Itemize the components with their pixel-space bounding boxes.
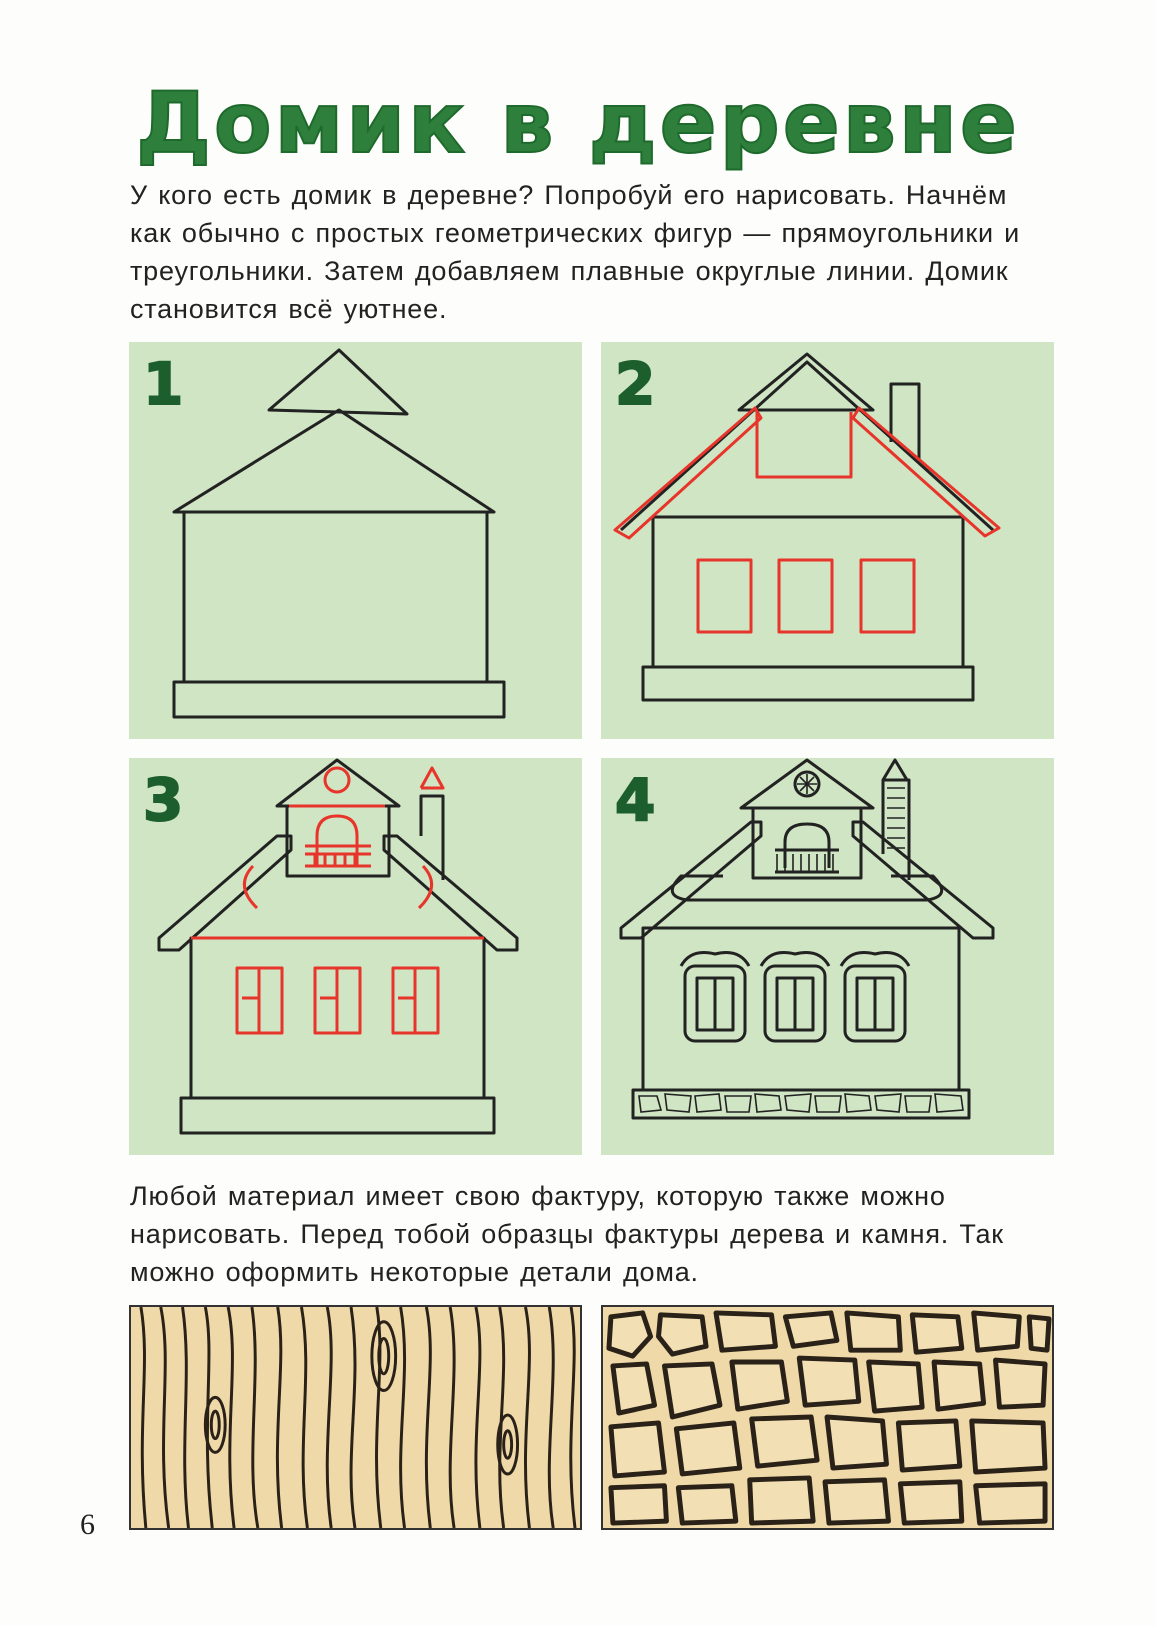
- wood-grain-illustration: [131, 1307, 580, 1528]
- page-title: Домик в деревне: [136, 74, 1020, 172]
- stone-pattern-illustration: [603, 1307, 1052, 1528]
- step-number: 1: [143, 350, 184, 418]
- page-number: 6: [80, 1508, 95, 1541]
- house-step-1-illustration: [129, 342, 582, 739]
- step-number: 3: [143, 766, 184, 834]
- step-number: 2: [615, 350, 656, 418]
- step-4-panel: [601, 758, 1054, 1155]
- outro-paragraph: Любой материал имеет свою фактуру, которую также можно нарисовать. Перед тобой образцы фактуры дерева и камня. Так можно оформить некоторые детали дома.: [130, 1181, 1004, 1287]
- house-step-2-illustration: [601, 342, 1054, 739]
- house-step-4-illustration: [601, 758, 1054, 1155]
- step-number: 4: [615, 766, 656, 834]
- house-step-3-illustration: [129, 758, 582, 1155]
- intro-paragraph: У кого есть домик в деревне? Попробуй его нарисовать. Начнём как обычно с простых геометрических фигур — прямоугольники и треугольники. Затем добавляем плавные округлые линии. Домик становится всё уютнее.: [130, 180, 1021, 324]
- wood-texture-sample: [129, 1305, 582, 1530]
- step-2-panel: [601, 342, 1054, 739]
- step-3-panel: [129, 758, 582, 1155]
- step-1-panel: [129, 342, 582, 739]
- stone-texture-sample: [601, 1305, 1054, 1530]
